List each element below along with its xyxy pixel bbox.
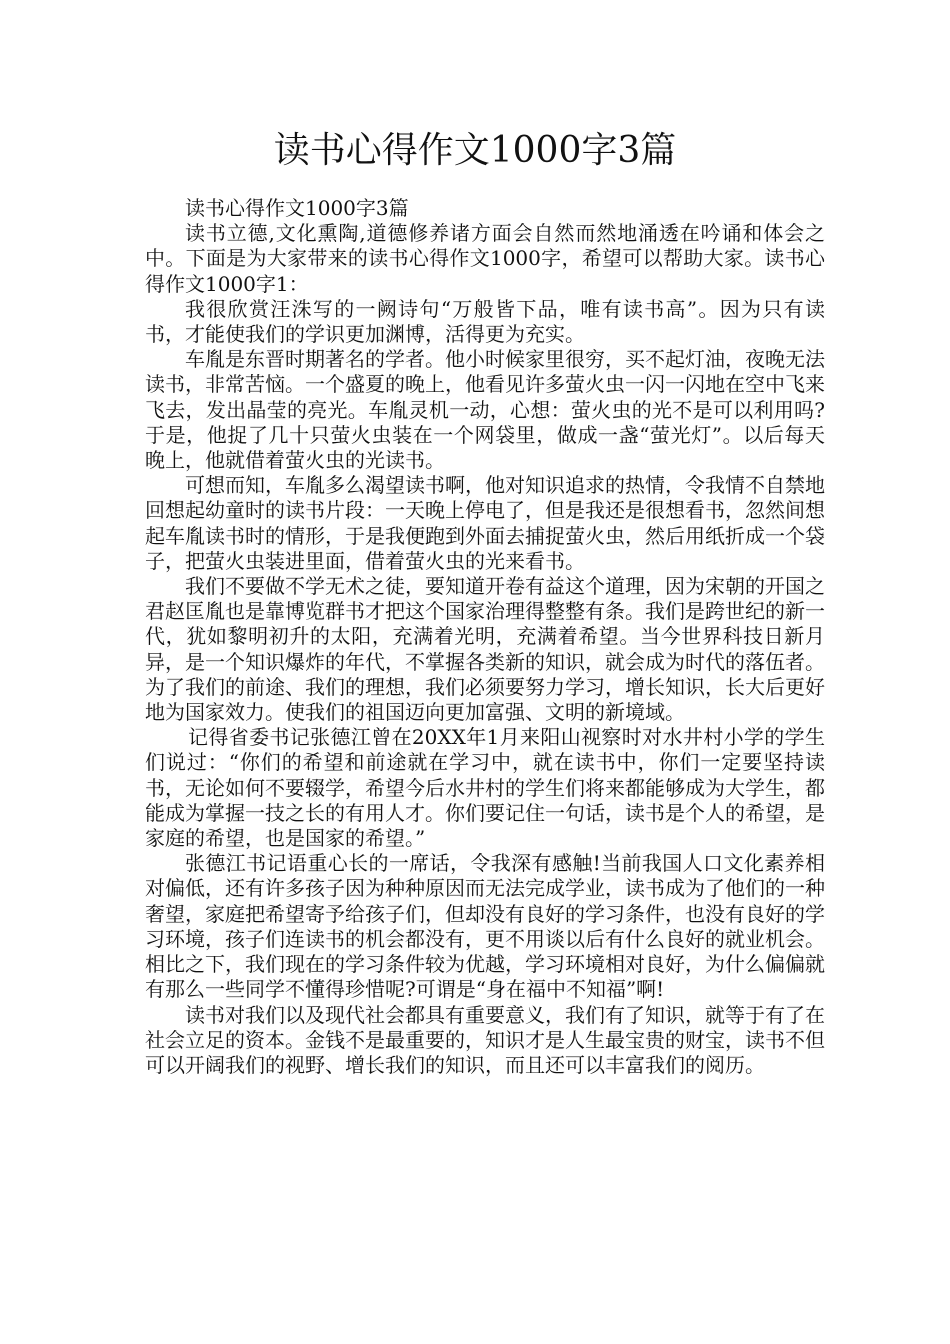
paragraph: 我们不要做不学无术之徒，要知道开卷有益这个道理，因为宋朝的开国之君赵匡胤也是靠博览群书才把这个国家治理得整整有条。我们是跨世纪的新一代，犹如黎明初升的太阳，充满着光明，充满着希望。当今世界科技日新月异，是一个知识爆炸的年代，不掌握各类新的知识，就会成为时代的落伍者。为了我们的前途、我们的理想，我们必须要努力学习，增长知识，长大后更好地为国家效力。使我们的祖国迈向更加富强、文明的新境域。: [145, 574, 825, 725]
paragraph: 张德江书记语重心长的一席话，令我深有感触!当前我国人口文化素养相对偏低，还有许多孩子因为种种原因而无法完成学业，读书成为了他们的一种奢望，家庭把希望寄予给孩子们，但却没有良好的学习条件，也没有良好的学习环境，孩子们连读书的机会都没有，更不用谈以后有什么良好的就业机会。相比之下，我们现在的学习条件较为优越，学习环境相对良好，为什么偏偏就有那么一些同学不懂得珍惜呢?可谓是“身在福中不知福”啊!: [145, 851, 825, 1002]
document-body: [145, 196, 825, 1078]
paragraph-subtitle: 读书心得作文1000字3篇: [185, 196, 409, 220]
paragraph: 读书对我们以及现代社会都具有重要意义，我们有了知识，就等于有了在社会立足的资本。金钱不是最重要的，知识才是人生最宝贵的财宝，读书不但可以开阔我们的视野、增长我们的知识，而且还可以丰富我们的阅历。: [145, 1002, 825, 1077]
paragraph: 可想而知，车胤多么渴望读书啊，他对知识追求的热情，令我情不自禁地回想起幼童时的读书片段：一天晚上停电了，但是我还是很想看书，忽然间想起车胤读书时的情形，于是我便跑到外面去捕捉萤火虫，然后用纸折成一个袋子，把萤火虫装进里面，借着萤火虫的光来看书。: [145, 473, 825, 573]
paragraph-intro: 读书立德,文化熏陶,道德修养诸方面会自然而然地涌透在吟诵和体会之中。下面是为大家带来的读书心得作文1000字，希望可以帮助大家。读书心得作文1000字1：: [145, 221, 825, 296]
paragraph: 我很欣赏汪洙写的一阙诗句“万般皆下品，唯有读书高”。因为只有读书，才能使我们的学识更加渊博，活得更为充实。: [145, 296, 825, 347]
paragraph: 记得省委书记张德江曾在20XX年1月来阳山视察时对水井村小学的学生们说过：“你们的希望和前途就在学习中，就在读书中，你们一定要坚持读书，无论如何不要辍学，希望今后水井村的学生们将来都能够成为大学生，都能成为掌握一技之长的有用人才。你们要记住一句话，读书是个人的希望，是家庭的希望，也是国家的希望。”: [145, 725, 825, 851]
paragraph: 车胤是东晋时期著名的学者。他小时候家里很穷，买不起灯油，夜晚无法读书，非常苦恼。一个盛夏的晚上，他看见许多萤火虫一闪一闪地在空中飞来飞去，发出晶莹的亮光。车胤灵机一动，心想：萤火虫的光不是可以利用吗?于是，他捉了几十只萤火虫装在一个网袋里，做成一盏“萤光灯”。以后每天晚上，他就借着萤火虫的光读书。: [145, 347, 825, 473]
document-title: 读书心得作文1000字3篇: [273, 130, 677, 171]
